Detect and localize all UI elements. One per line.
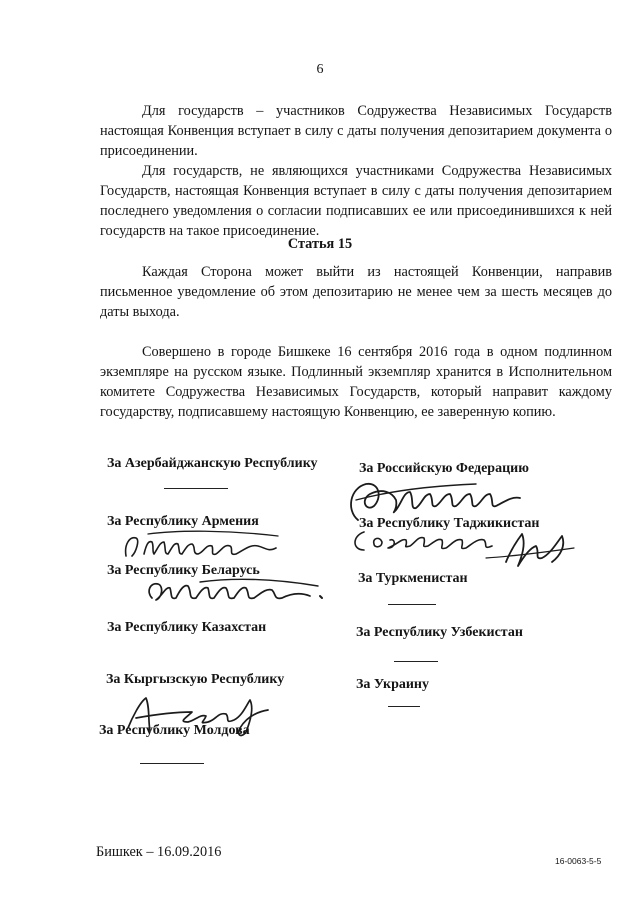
footer-place-date: Бишкек – 16.09.2016	[96, 844, 222, 860]
party-armenia: За Республику Армения	[107, 514, 259, 529]
party-moldova: За Республику Молдова	[99, 723, 250, 738]
footer-doc-code: 16-0063-5-5	[555, 856, 602, 866]
paragraph-cis-states: Для государств – участников Содружества Независимых Государств настоящая Конвенция вступает в силу с даты получения депозитарием документа о присоединении.	[100, 103, 612, 159]
party-uzbekistan: За Республику Узбекистан	[356, 625, 523, 640]
party-azerbaijan: За Азербайджанскую Республику	[107, 456, 318, 471]
signature-line-ukraine	[388, 706, 420, 707]
article-heading: Статья 15	[287, 236, 353, 252]
party-belarus: За Республику Беларусь	[107, 563, 260, 578]
signature-line-uzbekistan	[394, 661, 438, 662]
party-tajikistan: За Республику Таджикистан	[359, 516, 540, 531]
party-ukraine: За Украину	[356, 677, 430, 692]
page-number: 6	[316, 62, 324, 77]
party-turkmenistan: За Туркменистан	[358, 571, 468, 586]
signature-line-turkmenistan	[388, 604, 436, 605]
closing-paragraph: Совершено в городе Бишкеке 16 сентября 2016 года в одном подлинном экземпляре на русском языке. Подлинный экземпляр хранится в Исполнительном комитете Содружества Независимых Государств, который направит каждому государству, подписавшему настоящую Конвенцию, ее заверенную копию.	[100, 344, 612, 420]
party-russia: За Российскую Федерацию	[359, 461, 529, 476]
signature-tajikistan	[346, 522, 586, 570]
paragraph-non-cis-states: Для государств, не являющихся участниками Содружества Независимых Государств, настоящая Конвенция вступает в силу с даты получения депозитарием последнего уведомления о согласии подписавших ее или присоединившихся к ней государств на такое присоединение.	[100, 163, 612, 239]
party-kyrgyzstan: За Кыргызскую Республику	[106, 672, 285, 687]
signature-line-azerbaijan	[164, 488, 228, 489]
signature-armenia	[118, 526, 288, 566]
article-text: Каждая Сторона может выйти из настоящей Конвенции, направив письменное уведомление об этом депозитарию не менее чем за шесть месяцев до даты выхода.	[100, 264, 612, 320]
signature-line-moldova	[140, 763, 204, 764]
party-kazakhstan: За Республику Казахстан	[107, 620, 267, 635]
signature-belarus	[140, 572, 330, 610]
